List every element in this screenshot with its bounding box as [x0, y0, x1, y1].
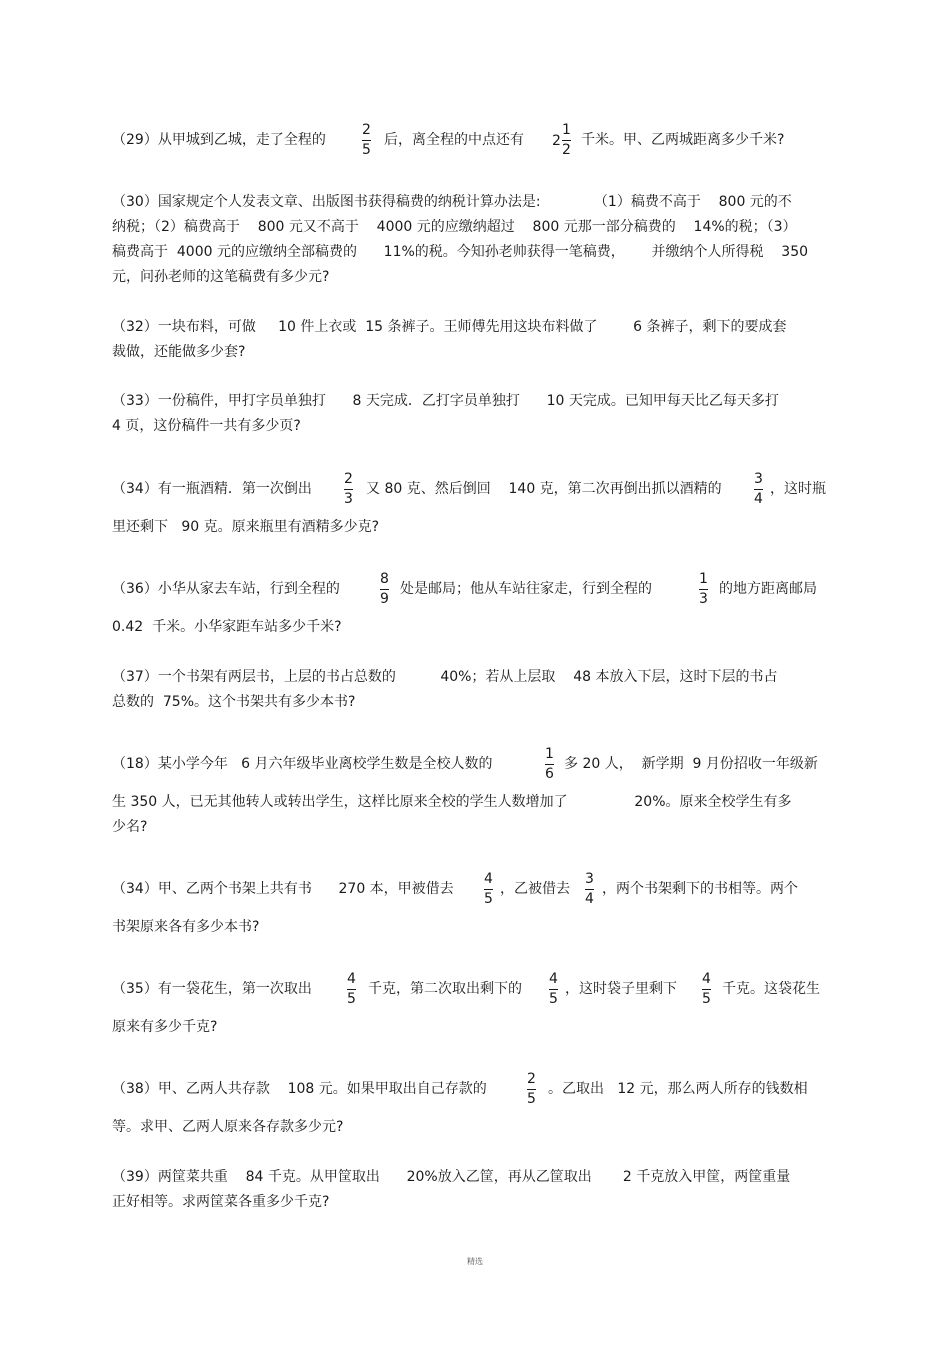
fraction	[347, 971, 356, 1008]
fraction-numerator: 3	[754, 471, 763, 487]
mixed-whole: 2	[552, 132, 561, 149]
problem-39-line-2: 正好相等。求两筐菜各重多少千克?	[112, 1194, 330, 1210]
problem-30-line-4: 元，问孙老师的这笔稿费有多少元?	[112, 269, 330, 285]
problem-38-line-1b: 。乙取出 12 元，那么两人所存的钱数相	[548, 1081, 808, 1097]
fraction-bar	[562, 140, 571, 141]
problem-34b-line-1a: （34）甲、乙两个书架上共有书 270 本，甲被借去	[112, 881, 454, 897]
mixed-number	[552, 122, 571, 159]
problem-29-line-1b: 后，离全程的中点还有	[384, 132, 524, 148]
problem-34b-line-1c: ，两个书架剩下的书相等。两个	[602, 881, 798, 897]
problem-30-line-1: （30）国家规定个人发表文章、出版图书获得稿费的纳税计算办法是: （1）稿费不高于 800 元的不	[112, 194, 792, 210]
fraction-denominator: 4	[585, 891, 594, 907]
fraction-bar	[549, 989, 558, 990]
fraction-denominator: 5	[362, 142, 371, 158]
fraction-bar	[702, 989, 711, 990]
fraction-denominator: 3	[344, 491, 353, 507]
problem-39-line-1: （39）两筐菜共重 84 千克。从甲筐取出 20%放入乙筐，再从乙筐取出 2 千克放入甲筐，两筐重量	[112, 1169, 791, 1185]
fraction-denominator: 4	[754, 491, 763, 507]
fraction-denominator: 5	[549, 991, 558, 1007]
problem-32-line-2: 裁做，还能做多少套?	[112, 344, 246, 360]
problem-34b-line-2: 书架原来各有多少本书?	[112, 919, 260, 935]
fraction-numerator: 4	[702, 971, 711, 987]
problem-35-line-1d: 千克。这袋花生	[722, 981, 820, 997]
fraction	[362, 122, 371, 159]
problem-34a-line-2: 里还剩下 90 克。原来瓶里有酒精多少克?	[112, 519, 380, 535]
fraction	[484, 871, 493, 908]
problem-18-line-1a: （18）某小学今年 6 月六年级毕业离校学生数是全校人数的	[112, 756, 493, 772]
problem-34a-line-1c: ，这时瓶	[770, 481, 826, 497]
problem-35-line-2: 原来有多少千克?	[112, 1019, 218, 1035]
problem-38-line-1a: （38）甲、乙两人共存款 108 元。如果甲取出自己存款的	[112, 1081, 487, 1097]
fraction-denominator: 9	[380, 591, 389, 607]
fraction	[585, 871, 594, 908]
problem-36-line-2: 0.42 千米。小华家距车站多少千米?	[112, 619, 342, 635]
fraction	[545, 746, 554, 783]
fraction-numerator: 4	[484, 871, 493, 887]
fraction-denominator: 2	[561, 142, 571, 158]
problem-30-line-3: 稿费高于 4000 元的应缴纳全部稿费的 11%的税。今知孙老帅获得一笔稿费， 并缴纳个人所得税 350	[112, 244, 809, 260]
problem-33-line-1: （33）一份稿件，甲打字员单独打 8 天完成．乙打字员单独打 10 天完成。已知甲每天比乙每天多打	[112, 393, 779, 409]
problem-34b-line-1b: ，乙被借去	[500, 881, 570, 897]
fraction-bar	[585, 889, 594, 890]
fraction-bar	[545, 764, 554, 765]
fraction-numerator: 1	[561, 122, 571, 138]
fraction-numerator: 4	[347, 971, 356, 987]
fraction-bar	[754, 489, 763, 490]
fraction-denominator: 5	[484, 891, 493, 907]
problem-35-line-1b: 千克，第二次取出剩下的	[368, 981, 522, 997]
fraction-bar	[484, 889, 493, 890]
problem-36-line-1a: （36）小华从家去车站，行到全程的	[112, 581, 340, 597]
fraction-numerator: 1	[545, 746, 554, 762]
fraction-numerator: 8	[380, 571, 389, 587]
fraction-denominator: 5	[347, 991, 356, 1007]
problem-32-line-1: （32）一块布料，可做 10 件上衣或 15 条裤子。王师傅先用这块布料做了 6 条裤子，剩下的要成套	[112, 319, 787, 335]
problem-37-line-1: （37）一个书架有两层书，上层的书占总数的 40%；若从上层取 48 本放入下层，这时下层的书占	[112, 669, 778, 685]
problem-36-line-1b: 处是邮局；他从车站往家走，行到全程的	[400, 581, 652, 597]
fraction	[702, 971, 711, 1008]
problem-29-line-1c: 千米。甲、乙两城距离多少千米?	[581, 132, 785, 148]
fraction	[527, 1071, 536, 1108]
fraction-numerator: 1	[699, 571, 708, 587]
problem-18-line-3: 少名?	[112, 819, 148, 835]
fraction-numerator: 3	[585, 871, 594, 887]
fraction	[380, 571, 389, 608]
problem-35-line-1a: （35）有一袋花生，第一次取出	[112, 981, 312, 997]
problem-34a-line-1a: （34）有一瓶酒精．第一次倒出	[112, 481, 312, 497]
fraction-denominator: 5	[702, 991, 711, 1007]
problem-18-line-2: 生 350 人，已无其他转人或转出学生，这样比原来全校的学生人数增加了 20%。原来全校学生有多	[112, 794, 792, 810]
problem-36-line-1c: 的地方距离邮局	[719, 581, 817, 597]
fraction-bar	[527, 1089, 536, 1090]
fraction-denominator: 5	[527, 1091, 536, 1107]
problem-38-line-2: 等。求甲、乙两人原来各存款多少元?	[112, 1119, 344, 1135]
fraction-denominator: 3	[699, 591, 708, 607]
fraction-numerator: 2	[362, 122, 371, 138]
fraction	[344, 471, 353, 508]
fraction-numerator: 2	[527, 1071, 536, 1087]
problem-34a-line-1b: 又 80 克、然后倒回 140 克，第二次再倒出抓以酒精的	[366, 481, 722, 497]
fraction	[562, 122, 571, 159]
problem-18-line-1b: 多 20 人， 新学期 9 月份招收一年级新	[564, 756, 818, 772]
fraction	[754, 471, 763, 508]
problem-33-line-2: 4 页，这份稿件一共有多少页?	[112, 418, 301, 434]
fraction-bar	[347, 989, 356, 990]
problem-37-line-2: 总数的 75%。这个书架共有多少本书?	[112, 694, 356, 710]
fraction-bar	[344, 489, 353, 490]
fraction-bar	[380, 589, 389, 590]
fraction-numerator: 2	[344, 471, 353, 487]
fraction-bar	[699, 589, 708, 590]
fraction-numerator: 4	[549, 971, 558, 987]
fraction	[699, 571, 708, 608]
problem-30-line-2: 纳税；（2）稿费高于 800 元又不高于 4000 元的应缴纳超过 800 元那一部分稿费的 14%的税；（3）	[112, 219, 797, 235]
problem-35-line-1c: ，这时袋子里剩下	[565, 981, 677, 997]
page-footer: 精选	[467, 1257, 483, 1266]
fraction-denominator: 6	[545, 766, 554, 782]
problem-29-line-1a: （29）从甲城到乙城，走了全程的	[112, 132, 326, 148]
fraction	[549, 971, 558, 1008]
fraction-bar	[362, 140, 371, 141]
